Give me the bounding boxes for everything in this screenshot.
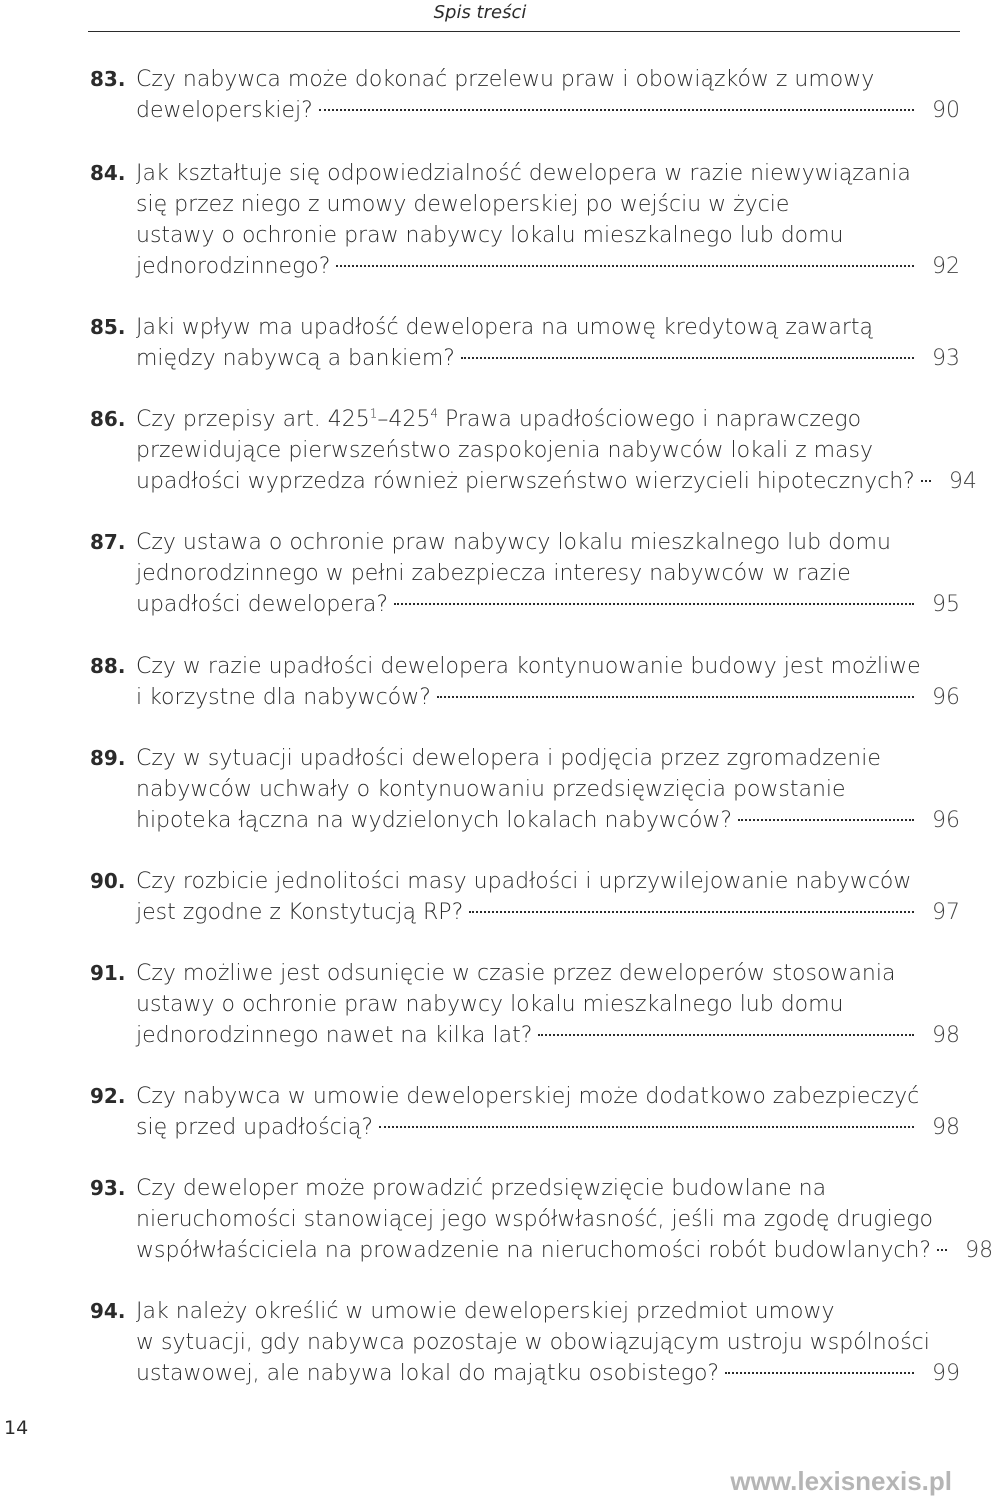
dot-leader (538, 1034, 914, 1036)
entry-page-number: 99 (932, 1361, 960, 1386)
dot-leader (937, 1249, 947, 1251)
table-of-contents (90, 64, 993, 1389)
entry-line: upadłości wyprzedza również pierwszeństwo wierzycieli hipotecznych? (136, 469, 915, 494)
entry-line: jednorodzinnego? (136, 254, 331, 279)
entry-line: współwłaściciela na prowadzenie na nieruchomości robót budowlanych? (136, 1238, 932, 1263)
entry-line: jest zgodne z Konstytucją RP? (136, 900, 464, 925)
entry-text: Czy przepisy art. 425 (136, 407, 370, 432)
entry-page-number: 95 (932, 592, 960, 617)
entry-line: się przez niego z umowy deweloperskiej po wejściu w życie (136, 192, 790, 217)
entry-page-number: 93 (932, 346, 960, 371)
entry-body (136, 743, 960, 836)
dot-leader (469, 911, 914, 913)
dot-leader (725, 1372, 914, 1374)
entry-line (136, 404, 977, 435)
entry-last-line (136, 805, 960, 836)
entry-last-line (136, 1112, 960, 1143)
superscript: 4 (430, 406, 438, 421)
running-header (88, 0, 960, 32)
entry-line: Czy ustawa o ochronie praw nabywcy lokalu mieszkalnego lub domu (136, 530, 891, 555)
entry-body (136, 958, 960, 1051)
entry-line: jednorodzinnego w pełni zabezpiecza interesy nabywców w razie (136, 561, 851, 586)
entry-number: 92. (90, 1084, 126, 1108)
entry-number: 86. (90, 407, 126, 431)
entry-page-number: 98 (965, 1238, 993, 1263)
entry-number: 84. (90, 161, 126, 185)
entry-last-line (136, 251, 960, 282)
toc-entry (90, 866, 960, 928)
entry-line: jednorodzinnego nawet na kilka lat? (136, 1023, 533, 1048)
toc-entry (90, 1296, 960, 1389)
entry-page-number: 94 (948, 469, 977, 494)
toc-entry (90, 1173, 993, 1266)
entry-number: 94. (90, 1299, 126, 1323)
entry-number: 90. (90, 869, 126, 893)
entry-body (136, 527, 960, 620)
toc-entry (90, 404, 977, 497)
entry-number: 88. (90, 654, 126, 678)
entry-line: nabywców uchwały o kontynuowaniu przedsięwzięcia powstanie (136, 777, 846, 802)
entry-line: w sytuacji, gdy nabywca pozostaje w obowiązującym ustroju wspólności (136, 1330, 930, 1355)
entry-number: 89. (90, 746, 126, 770)
entry-number: 85. (90, 315, 126, 339)
entry-line: Czy w sytuacji upadłości dewelopera i podjęcia przez zgromadzenie (136, 746, 881, 771)
entry-body (136, 1296, 960, 1389)
toc-entry (90, 64, 960, 126)
entry-line: ustawowej, ale nabywa lokal do majątku osobistego? (136, 1361, 720, 1386)
entry-line: Czy rozbicie jednolitości masy upadłości i uprzywilejowanie nabywców (136, 869, 912, 894)
entry-page-number: 98 (932, 1023, 960, 1048)
entry-line: Jak należy określić w umowie deweloperskiej przedmiot umowy (136, 1299, 835, 1324)
toc-entry (90, 651, 960, 713)
entry-last-line (136, 897, 960, 928)
dot-leader (461, 357, 914, 359)
entry-page-number: 96 (932, 808, 960, 833)
entry-text: Prawa upadłościowego i naprawczego (437, 407, 862, 432)
entry-last-line (136, 343, 960, 374)
dot-leader (319, 109, 914, 111)
entry-line: ustawy o ochronie praw nabywcy lokalu mieszkalnego lub domu (136, 223, 844, 248)
entry-line: Czy deweloper może prowadzić przedsięwzięcie budowlane na (136, 1176, 827, 1201)
entry-number: 93. (90, 1176, 126, 1200)
entry-line: Czy w razie upadłości dewelopera kontynuowanie budowy jest możliwe (136, 654, 921, 679)
entry-line: przewidujące pierwszeństwo zaspokojenia nabywców lokali z masy (136, 438, 874, 463)
entry-body (136, 1081, 960, 1143)
toc-entry (90, 527, 960, 620)
entry-body (136, 1173, 993, 1266)
entry-last-line (136, 682, 960, 713)
entry-number: 91. (90, 961, 126, 985)
entry-line: Jak kształtuje się odpowiedzialność dewelopera w razie niewywiązania (136, 161, 911, 186)
entry-page-number: 90 (932, 98, 960, 123)
entry-line: Czy nabywca w umowie deweloperskiej może dodatkowo zabezpieczyć (136, 1084, 920, 1109)
entry-line: upadłości dewelopera? (136, 592, 389, 617)
entry-line: i korzystne dla nabywców? (136, 685, 431, 710)
entry-text: –425 (377, 407, 431, 432)
entry-last-line (136, 1235, 993, 1266)
entry-last-line (136, 95, 960, 126)
dot-leader (336, 265, 914, 267)
dot-leader (437, 696, 914, 698)
footer-url: www.lexisnexis.pl (730, 1466, 952, 1496)
entry-line: między nabywcą a bankiem? (136, 346, 455, 371)
entry-body (136, 404, 977, 497)
toc-entry (90, 158, 960, 282)
dot-leader (738, 819, 914, 821)
entry-line: się przed upadłością? (136, 1115, 374, 1140)
entry-body (136, 312, 960, 374)
entry-page-number: 92 (932, 254, 960, 279)
entry-body (136, 64, 960, 126)
entry-number: 87. (90, 530, 126, 554)
entry-number: 83. (90, 67, 126, 91)
entry-last-line (136, 466, 977, 497)
entry-page-number: 97 (932, 900, 960, 925)
page-number: 14 (4, 1417, 29, 1439)
entry-line: nieruchomości stanowiącej jego współwłasność, jeśli ma zgodę drugiego (136, 1207, 933, 1232)
toc-entry (90, 1081, 960, 1143)
entry-last-line (136, 1020, 960, 1051)
entry-body (136, 651, 960, 713)
toc-entry (90, 743, 960, 836)
toc-entry (90, 958, 960, 1051)
entry-line: ustawy o ochronie praw nabywcy lokalu mieszkalnego lub domu (136, 992, 844, 1017)
entry-body (136, 866, 960, 928)
entry-line: deweloperskiej? (136, 98, 313, 123)
entry-line: Czy nabywca może dokonać przelewu praw i obowiązków z umowy (136, 67, 875, 92)
toc-entry (90, 312, 960, 374)
entry-page-number: 98 (932, 1115, 960, 1140)
entry-last-line (136, 589, 960, 620)
dot-leader (921, 480, 931, 482)
header-title: Spis treści (433, 2, 527, 23)
dot-leader (394, 603, 914, 605)
entry-body (136, 158, 960, 282)
entry-page-number: 96 (932, 685, 960, 710)
dot-leader (379, 1126, 914, 1128)
superscript: 1 (369, 406, 378, 421)
entry-line: Jaki wpływ ma upadłość dewelopera na umowę kredytową zawartą (136, 315, 873, 340)
entry-last-line (136, 1358, 960, 1389)
entry-line: Czy możliwe jest odsunięcie w czasie przez deweloperów stosowania (136, 961, 896, 986)
entry-line: hipoteka łączna na wydzielonych lokalach nabywców? (136, 808, 733, 833)
